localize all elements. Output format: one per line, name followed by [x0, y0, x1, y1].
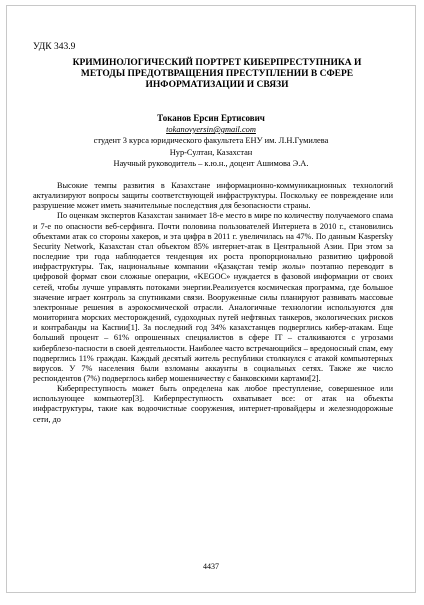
scientific-supervisor: Научный руководитель – к.ю.н., доцент Ашимова Э.А.: [113, 159, 309, 169]
body-paragraph: Высокие темпы развития в Казахстане информационно-коммуникационных технологий актуализируют вопросы защиты соответствующей инфраструктуры. Поскольку ее повреждение или разрушение может иметь значительные последствия для безопасности страны.: [33, 181, 393, 211]
author-affiliation: [7, 124, 415, 170]
author-email[interactable]: tokanovyersin@gmail.com: [166, 125, 256, 134]
document-page: [6, 5, 416, 593]
affiliation-line: студент 3 курса юридического факультета ЕНУ им. Л.Н.Гумилева: [93, 136, 329, 146]
udk-code: УДК 343.9: [33, 42, 76, 52]
body-paragraph: Киберпреступность может быть определена как любое преступление, совершенное или использующее компьютер[3]. Киберпреступность охватывает все: от атак на объекты инфраструктуры, такие как водоочистные сооружения, интернет-провайдеры и железнодорожные сети, до: [33, 384, 393, 424]
body-paragraph: По оценкам экспертов Казахстан занимает 18-е место в мире по количеству получаемого спама и 7-е по опасности веб-серфинга. Почти половина пользователей Интернета в 2010 г., становились объектами атак со стороны хакеров, и эта цифра в 2011 г. увеличилась на 47%. По данным Kaspersky Security Network, Казахстан стал объектом 85% интернет-атак в Центральной Азии. При этом за последние три года наблюдается тенденция их роста пропорционально развитию цифровой инфраструктуры. Так, национальные компании «Қазақстан темір жолы» поэтапно переводит в цифровой формат свои сложные операции, «KEGOC» нуждается в фазовой информации от своих сетей, чтобы лучше управлять потоками энергии.Реализуется космическая программа, где большое значение играет контроль за спутниками связи. Вооруженные силы планируют развивать массовые электронные решения в аэрокосмической отрасли. Аналогичные технологии используются для мониторинга морских месторождений, судоходных путей нефтяных танкеров, экологических рисков и контрабанды на Каспии[1]. За последний год 34% казахстанцев подверглись кибер-атакам. Еще больший процент – 61% опрошенных специалистов в сфере IT – сталкиваются с угрозами киберблезо-пасности в своей деятельности. Наиболее часто встречающийся – вредоносный спам, ему подверглись 11% граждан. Каждый десятый житель республики столкнулся с атакой компьютерных вирусов. У 7% населения были взломаны аккаунты в социальных сетях. Также же число респондентов (7%) подверглось кибер мошенничеству с банковскими картами[2].: [33, 211, 393, 383]
article-body: [33, 181, 393, 425]
article-title: КРИМИНОЛОГИЧЕСКИЙ ПОРТРЕТ КИБЕРПРЕСТУПНИКА И МЕТОДЫ ПРЕДОТВРАЩЕНИЯ ПРЕСТУПЛЕНИИ В СФЕРЕ ИНФОРМАТИЗАЦИИ И СВЯЗИ: [72, 58, 362, 90]
affiliation-location: Нур-Султан, Казахстан: [169, 147, 253, 157]
author-name: Токанов Ерсин Ертисович: [157, 113, 265, 123]
page-number: 4437: [203, 562, 219, 571]
